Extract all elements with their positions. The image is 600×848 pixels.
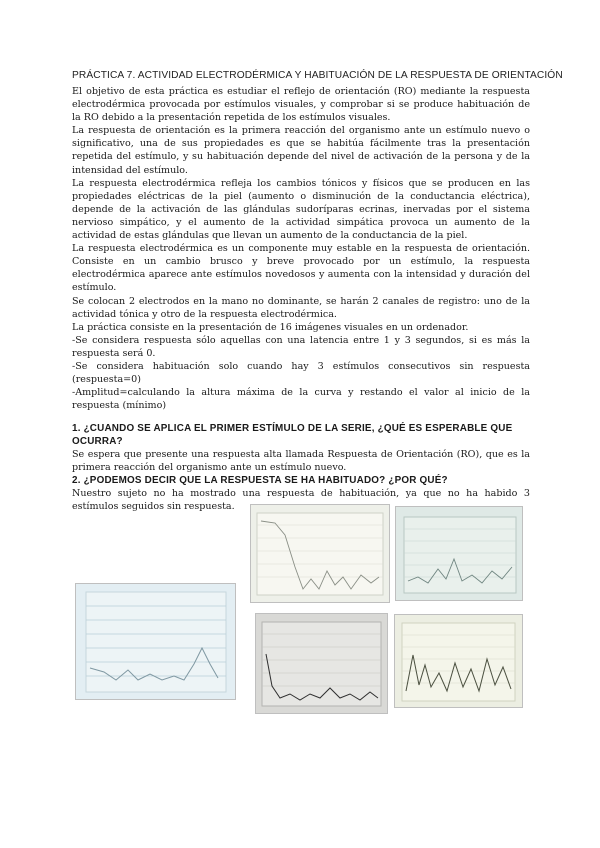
eda-record-photo-1	[250, 504, 390, 603]
eda-record-photo-2	[395, 506, 523, 601]
eda-record-photo-5	[394, 614, 523, 708]
page-title: PRÁCTICA 7. ACTIVIDAD ELECTRODÉRMICA Y HABITUACIÓN DE LA RESPUESTA DE ORIENTACIÓN	[72, 70, 563, 81]
eda-record-photo-3	[75, 583, 236, 700]
eda-record-photo-4	[255, 613, 388, 714]
paragraph-rule-amplitude: -Amplitud=calculando la altura máxima de la curva y restando el valor al inicio de la respuesta (mínimo)	[72, 387, 530, 412]
document-page	[72, 70, 563, 513]
answer-2: Nuestro sujeto no ha mostrado una respuesta de habituación, ya que no ha habido 3 estímulos seguidos sin respuesta.	[72, 488, 530, 513]
paragraph-rule-latency: -Se considera respuesta sólo aquellas con una latencia entre 1 y 3 segundos, si es más la respuesta será 0.	[72, 334, 530, 359]
paragraph-rule-habituation: -Se considera habituación solo cuando hay 3 estímulos consecutivos sin respuesta (respuesta=0)	[72, 360, 530, 386]
paragraph-stability: La respuesta electrodérmica es un componente muy estable en la respuesta de orientación. Consiste en un cambio brusco y breve provocado por un estímulo, la respuesta electrodérmica aparece ante estímulos novedosos y aumenta con la intensidad y duración del estímulo.	[72, 243, 530, 294]
paragraph-procedure: La práctica consiste en la presentación de 16 imágenes visuales en un ordenador.	[72, 321, 469, 333]
answer-1: Se espera que presente una respuesta alta llamada Respuesta de Orientación (RO), que es la primera reacción del organismo ante un estímulo nuevo.	[72, 449, 530, 474]
question-2: 2. ¿PODEMOS DECIR QUE LA RESPUESTA SE HA HABITUADO? ¿POR QUÉ?	[72, 474, 448, 486]
paragraph-electrodes: Se colocan 2 electrodos en la mano no dominante, se harán 2 canales de registro: uno de la actividad tónica y otro de la respuesta electrodérmica.	[72, 295, 530, 320]
paragraph-orientation-response: La respuesta de orientación es la primera reacción del organismo ante un estímulo nuevo o significativo, una de sus propiedades es que se habitúa fácilmente tras la presentación repetida del estímulo, y su habituación depende del nivel de activación de la persona y de la intensidad del estímulo.	[72, 125, 530, 176]
paragraph-objective: El objetivo de esta práctica es estudiar el reflejo de orientación (RO) mediante la respuesta electrodérmica provocada por estímulos visuales, y comprobar si se produce habituación de la RO debido a la presentación repetida de los estímulos visuales.	[72, 86, 530, 124]
question-1: 1. ¿CUANDO SE APLICA EL PRIMER ESTÍMULO DE LA SERIE, ¿QUÉ ES ESPERABLE QUE OCURRA?	[72, 423, 513, 447]
paragraph-electrodermal-response: La respuesta electrodérmica refleja los cambios tónicos y físicos que se producen en las propiedades eléctricas de la piel (aumento o disminución de la conductancia eléctrica), depende de la activación de las glándulas sudoríparas ecrinas, inervadas por el sistema nervioso simpático, y el aumento de la actividad simpática provoca un aumento de la actividad de estas glándulas que llevan un aumento de la conductancia de la piel.	[72, 177, 530, 242]
